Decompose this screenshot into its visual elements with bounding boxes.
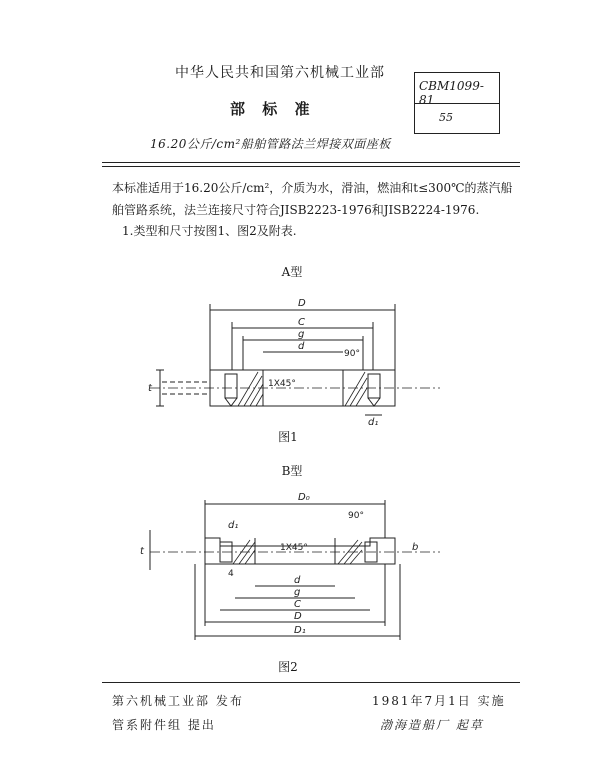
fig1-label-angle: 90°: [344, 349, 360, 359]
footer-rule: [102, 682, 520, 683]
fig2-label-4: 4: [228, 569, 234, 579]
scope-paragraph: 本标准适用于16.20公斤/cm²，介质为水，滑油，燃油和t≤300℃的蒸汽船舶管路系统，法兰连接尺寸符合JISB2223-1976和JISB2224-1976.: [112, 181, 513, 217]
header-rule-1: [102, 162, 520, 163]
fig2-label-D0: D₀: [298, 492, 310, 503]
fig2-label-D: D: [294, 611, 302, 622]
fig1-label-chamfer: 1X45°: [268, 379, 296, 389]
fig2-label-d1: d₁: [228, 520, 239, 531]
fig2-caption: 图2: [278, 660, 298, 674]
fig2-label-b: b: [412, 542, 419, 553]
standard-type: 部 标 准: [230, 100, 316, 118]
fig1-label-d: d: [298, 341, 305, 352]
effective-date: 1981年7月1日 实施: [372, 694, 506, 708]
fig2-type-label: B型: [281, 464, 303, 478]
code-box-divider: [415, 103, 499, 104]
fig2-label-chamfer: 1X45°: [280, 543, 308, 553]
header-rule-2: [102, 166, 520, 167]
fig1-label-C: C: [298, 317, 305, 328]
fig1-type-label: A型: [281, 265, 303, 279]
fig1-label-D: D: [298, 298, 306, 309]
fig2-label-C: C: [294, 599, 301, 610]
fig1-label-g: g: [298, 329, 305, 340]
standard-title: 16.20公斤/cm²船舶管路法兰焊接双面座板: [150, 137, 391, 151]
standard-code-box: [414, 72, 500, 134]
fig1-caption: 图1: [278, 430, 298, 444]
page-number: 55: [439, 111, 453, 124]
item-1: 1.类型和尺寸按图1、图2及附表.: [122, 224, 297, 238]
drafter: 渤海造船厂 起草: [380, 718, 484, 732]
fig2-label-d: d: [294, 575, 301, 586]
figure-2-drawing: [120, 490, 480, 650]
ministry-name: 中华人民共和国第六机械工业部: [175, 65, 385, 81]
standard-code: CBM1099-81: [419, 79, 484, 107]
fig2-label-D1: D₁: [294, 625, 306, 636]
proposer: 管系附件组 提出: [112, 718, 216, 732]
issuer: 第六机械工业部 发布: [112, 694, 244, 708]
fig1-label-d1: d₁: [368, 417, 379, 428]
fig2-label-t: t: [140, 546, 144, 557]
fig2-label-angle: 90°: [348, 511, 364, 521]
figure-1-drawing: [120, 290, 480, 440]
fig2-label-g: g: [294, 587, 301, 598]
fig1-label-t: t: [148, 383, 152, 394]
